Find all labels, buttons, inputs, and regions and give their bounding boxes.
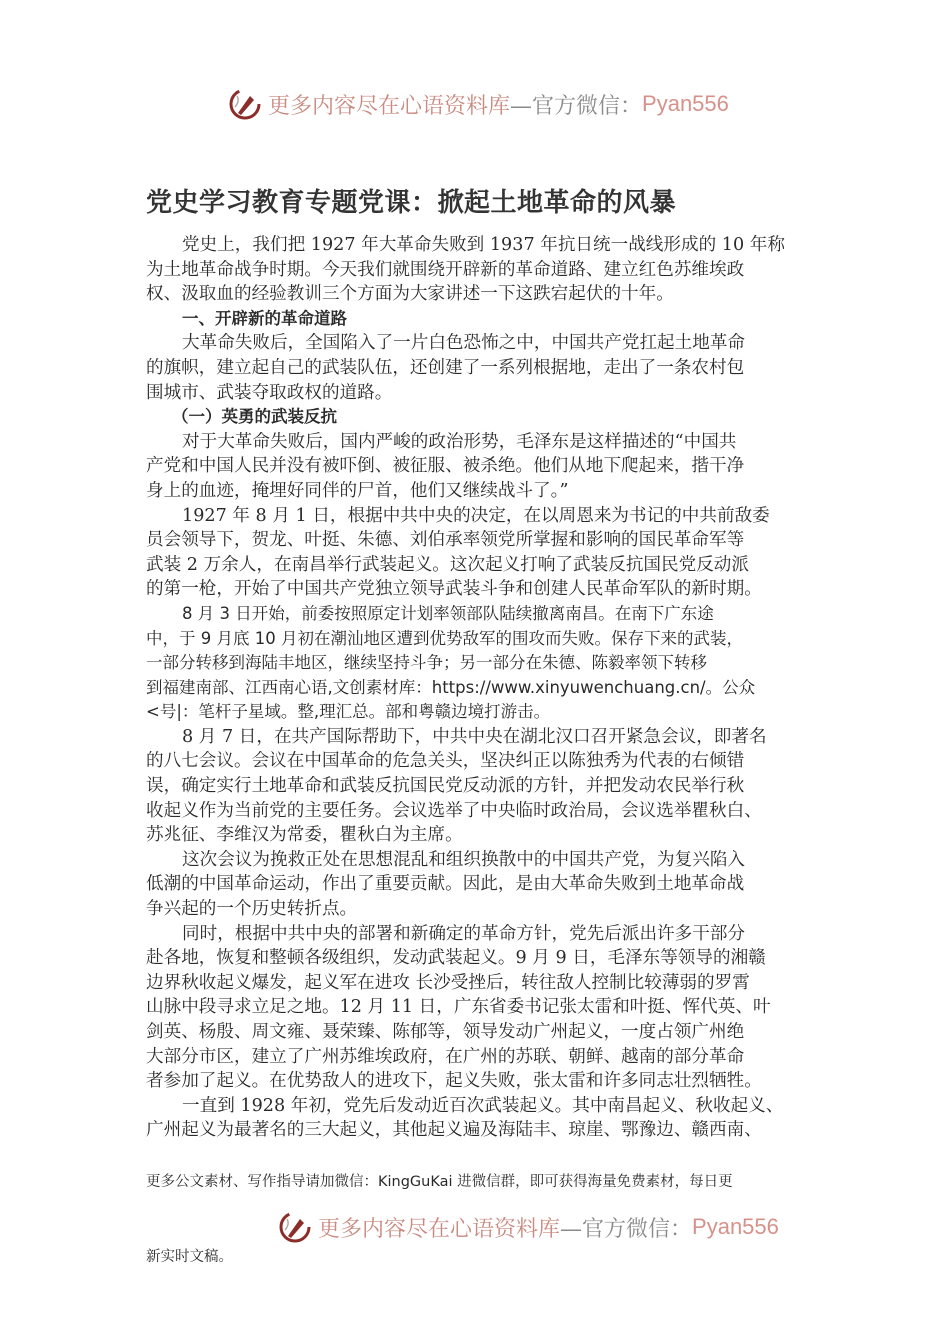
subsection-heading: （一）英勇的武装反抗	[172, 407, 337, 427]
paragraph-line: 一部分转移到海陆丰地区，继续坚持斗争；另一部分在朱德、陈毅率领下转移	[146, 653, 707, 673]
paragraph-line: <号|：笔杆子星域。整,理汇总。部和粤赣边境打游击。	[146, 702, 551, 722]
paragraph-line: 的旗帜，建立起自己的武装队伍，还创建了一系列根据地，走出了一条农村包	[146, 357, 745, 378]
paragraph-line: 中，于 9 月底 10 月初在潮汕地区遭到优势敌军的围攻而失败。保存下来的武装，	[146, 628, 743, 648]
paragraph-line: 党史上，我们把 1927 年大革命失败到 1937 年抗日统一战线形成的 10 年称	[182, 235, 785, 255]
watermark-wechat-id: Pyan556	[642, 91, 729, 116]
paragraph-line: 为土地革命战争时期。今天我们就围绕开辟新的革命道路、建立红色苏维埃政	[146, 259, 745, 280]
watermark-site-name: 更多内容尽在心语资料库	[318, 1216, 561, 1242]
paragraph-line: 武装 2 万余人，在南昌举行武装起义。这次起义打响了武装反抗国民党反动派	[146, 554, 749, 575]
quill-pen-logo-icon	[278, 1210, 312, 1244]
paragraph-line: 1927 年 8 月 1 日，根据中共中央的决定，在以周恩来为书记的中共前敌委	[182, 505, 770, 526]
paragraph-line: 误，确定实行土地革命和武装反抗国民党反动派的方针，并把发动农民举行秋	[146, 776, 745, 797]
paragraph-line-with-link: 到福建南部、江西南心语,文创素材库：https://www.xinyuwenchuang.cn/。公众	[146, 677, 756, 697]
paragraph-line: 这次会议为挽救正处在思想混乱和组织换散中的中国共产党，为复兴陷入	[182, 849, 746, 870]
watermark-banner-top	[228, 84, 729, 124]
paragraph-line: 争兴起的一个历史转折点。	[146, 899, 358, 920]
paragraph-line: 低潮的中国革命运动，作出了重要贡献。因此，是由大革命失败到土地革命战	[146, 874, 745, 895]
paragraph-line: 的八七会议。会议在中国革命的危急关头，坚决纠正以陈独秀为代表的右倾错	[146, 751, 745, 772]
watermark-label: —官方微信：	[560, 1216, 693, 1242]
paragraph-line: 赴各地，恢复和整顿各级组织，发动武装起义。9 月 9 日，毛泽东等领导的湘赣	[146, 948, 766, 969]
paragraph-line: 边界秋收起义爆发，起义军在进攻 长沙受挫后，转往敌人控制比较薄弱的罗霄	[146, 972, 750, 993]
footer-promo-line: 更多公文素材、写作指导请加微信：KingGuKai 进微信群，即可获得海量免费素材，每日更	[146, 1174, 733, 1190]
paragraph-line: 广州起义为最著名的三大起义，其他起义遍及海陆丰、琼崖、鄂豫边、赣西南、	[146, 1120, 762, 1141]
paragraph-line: 收起义作为当前党的主要任务。会议选举了中央临时政治局，会议选举瞿秋白、	[146, 800, 762, 821]
paragraph-line: 剑英、杨殷、周文雍、聂荣臻、陈郁等，领导发动广州起义，一度占领广州绝	[146, 1022, 745, 1042]
paragraph-line: 同时，根据中共中央的部署和新确定的革命方针，党先后派出许多干部分	[182, 923, 746, 944]
paragraph-line: 一直到 1928 年初，党先后发动近百次武装起义。其中南昌起义、秋收起义、	[182, 1095, 784, 1116]
paragraph-line: 产党和中国人民并没有被吓倒、被征服、被杀绝。他们从地下爬起来，揩干净	[146, 456, 745, 477]
paragraph-line: 者参加了起义。在优势敌人的进攻下，起义失败，张太雷和许多同志壮烈牺牲。	[146, 1071, 762, 1092]
paragraph-line: 的第一枪，开始了中国共产党独立领导武装斗争和创建人民革命军队的新时期。	[146, 579, 762, 600]
paragraph-line: 8 月 7 日，在共产国际帮助下，中共中央在湖北汉口召开紧急会议，即著名	[182, 726, 767, 747]
watermark-site-name: 更多内容尽在心语资料库	[268, 93, 511, 119]
watermark-label: —官方微信：	[510, 93, 643, 119]
document-title: 党史学习教育专题党课：掀起土地革命的风暴	[146, 188, 677, 218]
paragraph-line: 山脉中段寻求立足之地。12 月 11 日，广东省委书记张太雷和叶挺、恽代英、叶	[146, 997, 771, 1018]
document-body	[146, 233, 808, 1143]
paragraph-line: 苏兆征、李维汉为常委，瞿秋白为主席。	[146, 825, 463, 846]
watermark-banner-bottom	[278, 1207, 779, 1247]
paragraph-line: 对于大革命失败后，国内严峻的政治形势，毛泽东是这样描述的“中国共	[182, 431, 737, 452]
watermark-wechat-id: Pyan556	[692, 1214, 779, 1239]
quill-pen-logo-icon	[228, 87, 262, 121]
footer-continuation-line: 新实时文稿。	[146, 1249, 233, 1265]
paragraph-line: 围城市、武装夺取政权的道路。	[146, 382, 393, 403]
paragraph-line: 员会领导下，贺龙、叶挺、朱德、刘伯承率领党所掌握和影响的国民革命军等	[146, 530, 745, 551]
paragraph-line: 大革命失败后，全国陷入了一片白色恐怖之中，中国共产党扛起土地革命	[182, 333, 746, 354]
paragraph-line: 权、汲取血的经验教训三个方面为大家讲述一下这跌宕起伏的十年。	[146, 284, 674, 305]
section-heading: 一、开辟新的革命道路	[182, 308, 347, 328]
paragraph-line: 大部分市区，建立了广州苏维埃政府，在广州的苏联、朝鲜、越南的部分革命	[146, 1046, 745, 1067]
paragraph-line: 身上的血迹，掩埋好同伴的尸首，他们又继续战斗了。”	[146, 480, 569, 501]
paragraph-line: 8 月 3 日开始，前委按照原定计划率领部队陆续撤离南昌。在南下广东途	[182, 603, 714, 623]
